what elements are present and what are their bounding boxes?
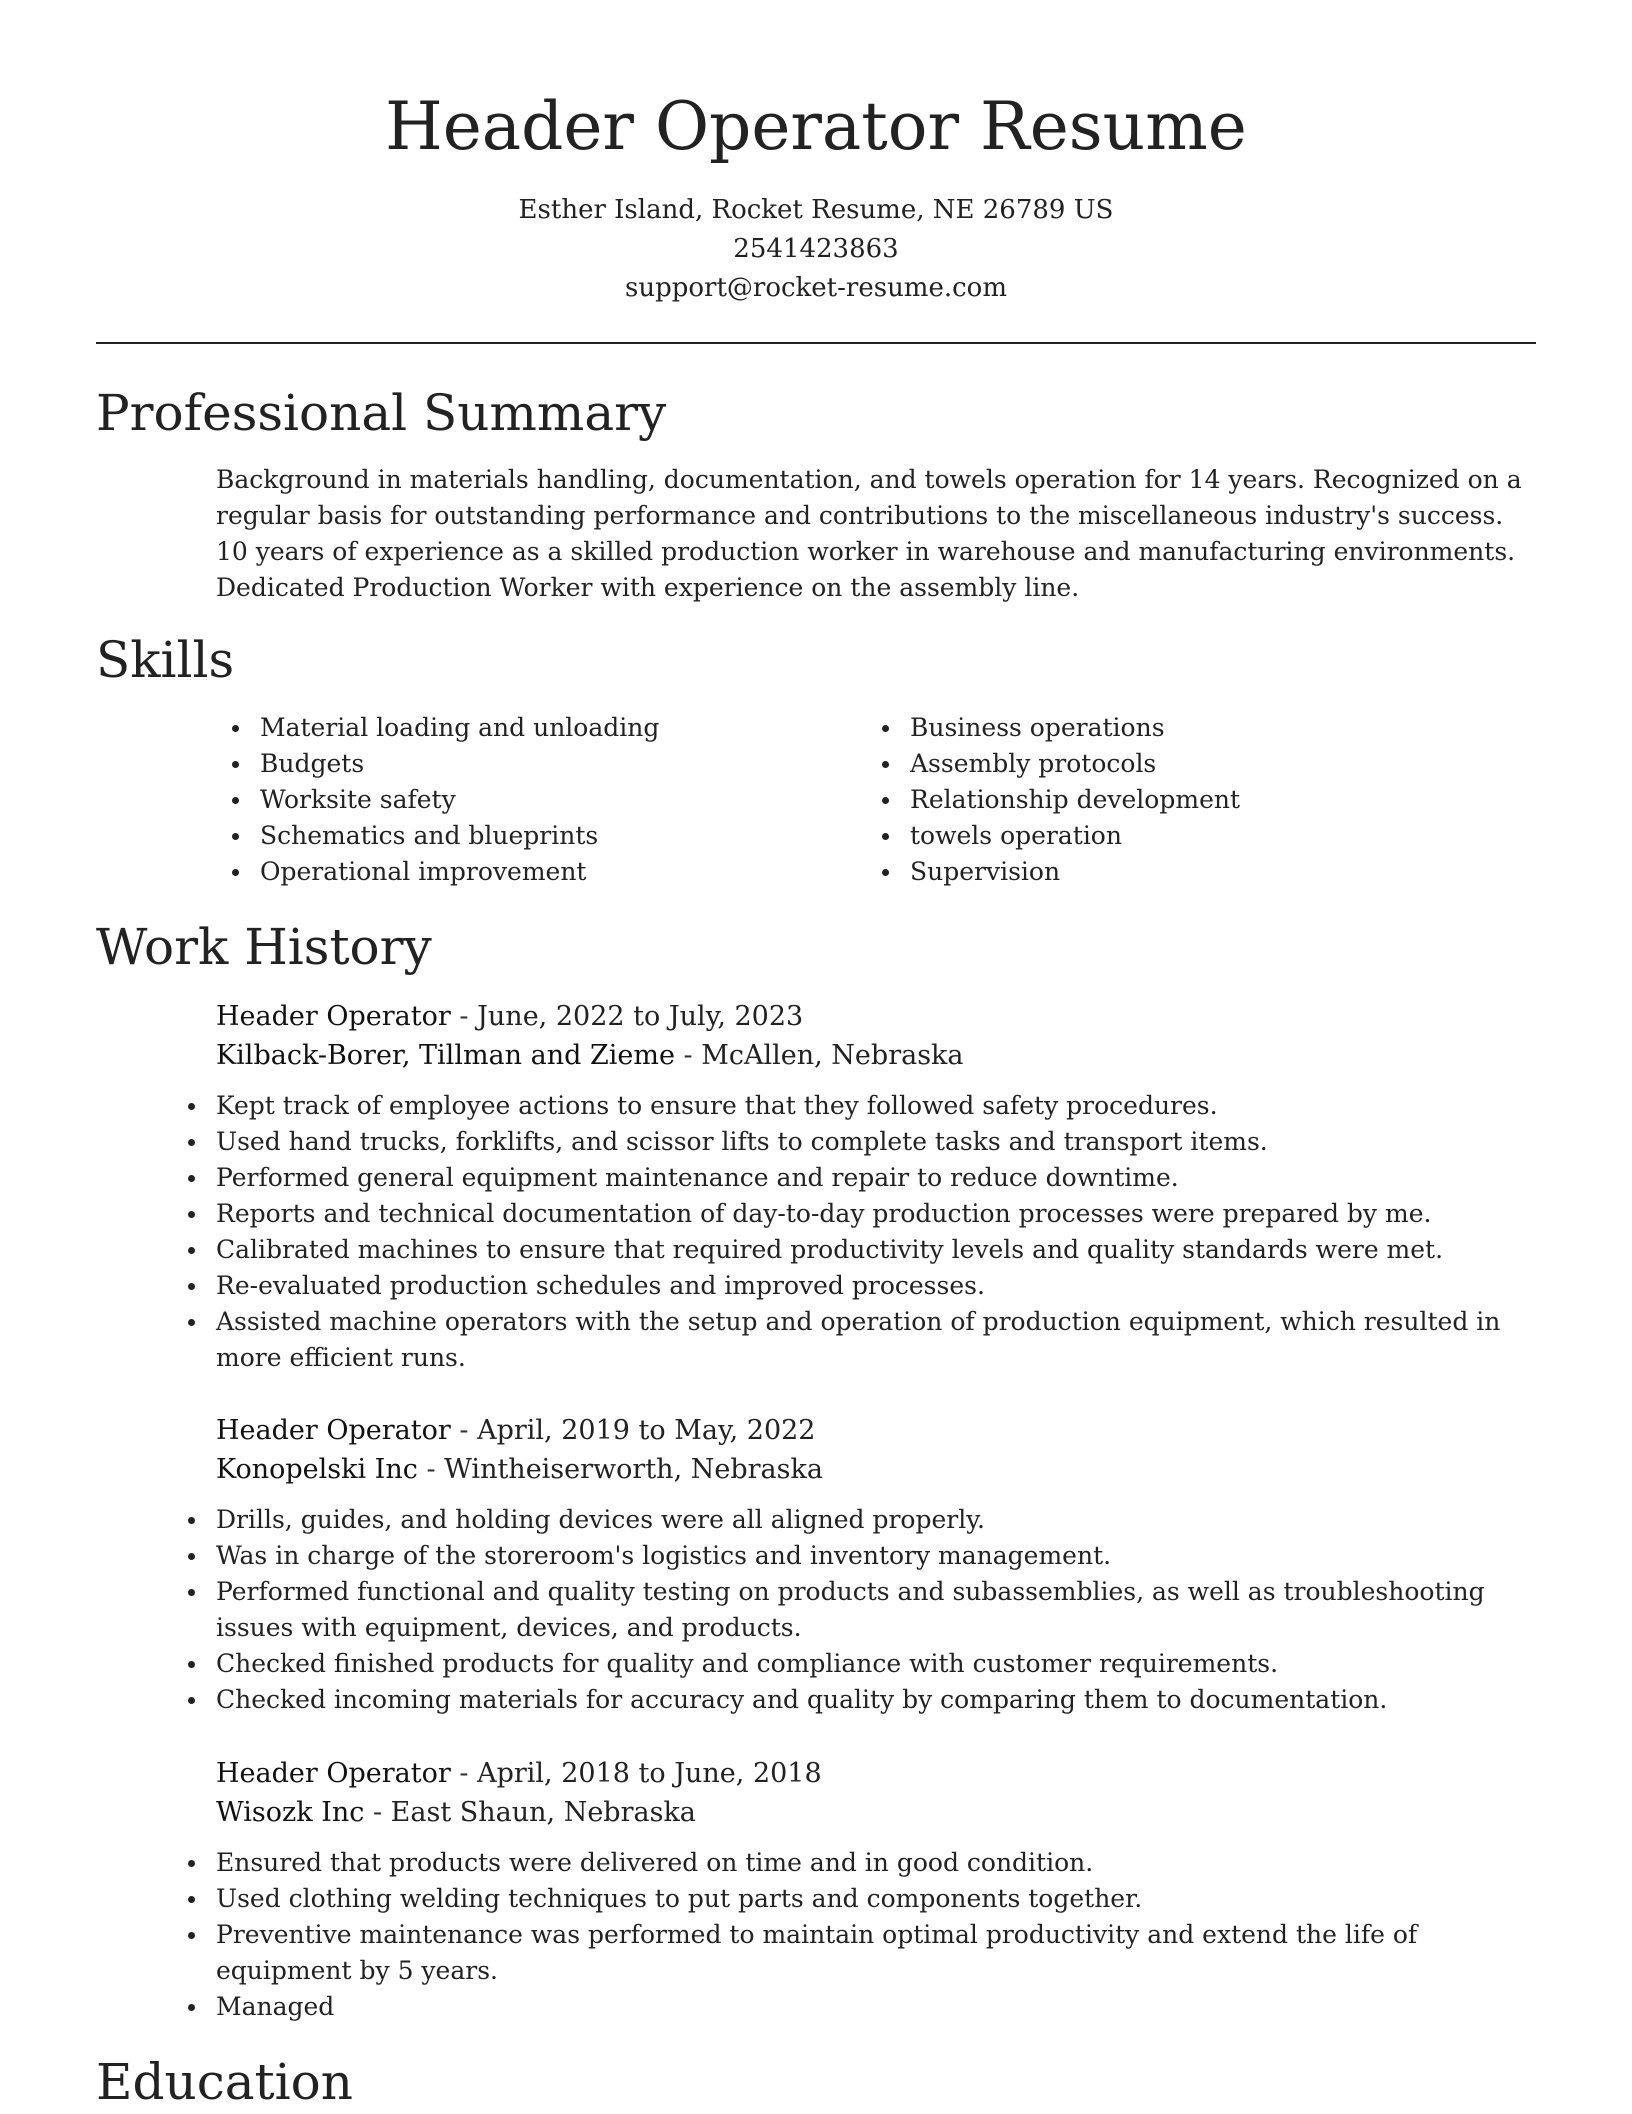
job-bullet: Drills, guides, and holding devices were all aligned properly. [172, 1502, 1541, 1538]
skill-item: Supervision [866, 854, 1506, 890]
job-location: Wintheiserworth, Nebraska [444, 1454, 823, 1485]
job-bullet: Reports and technical documentation of day-to-day production processes were prepared by me. [172, 1196, 1541, 1232]
email: support@rocket-resume.com [624, 273, 1007, 303]
job-title-line [216, 1411, 1541, 1450]
skill-item: Relationship development [866, 782, 1506, 818]
company-name: Kilback-Borer, Tillman and Zieme [216, 1040, 675, 1071]
work-history-heading: Work History [96, 918, 432, 976]
company-line [216, 1036, 1541, 1075]
job-title-line [216, 1754, 1541, 1793]
job-bullet: Preventive maintenance was performed to maintain optimal productivity and extend the life of equipment by 5 years. [172, 1917, 1541, 1989]
job-bullet: Performed functional and quality testing on products and subassemblies, as well as troubleshooting issues with equipment, devices, and products. [172, 1574, 1541, 1646]
skill-item: Schematics and blueprints [216, 818, 856, 854]
job-location: East Shaun, Nebraska [390, 1797, 696, 1828]
education-heading: Education [96, 2053, 353, 2111]
header-divider [96, 342, 1536, 344]
summary-text: Background in materials handling, documentation, and towels operation for 14 years. Recognized on a regular basis for outstanding performance and contributions to the miscellaneous industry's success. 10 years of experience as a skilled production worker in warehouse and manufacturing environments. Dedicated Production Worker with experience on the assembly line. [216, 465, 1522, 602]
job-bullets [172, 1845, 1541, 2025]
skill-item: Operational improvement [216, 854, 856, 890]
job-bullet: Performed general equipment maintenance and repair to reduce downtime. [172, 1160, 1541, 1196]
skill-item: towels operation [866, 818, 1506, 854]
separator: - [674, 1040, 702, 1071]
separator: - [450, 1415, 478, 1446]
job-bullet: Used clothing welding techniques to put parts and components together. [172, 1881, 1541, 1917]
skill-item: Business operations [866, 710, 1506, 746]
job-entry [216, 997, 1541, 1376]
job-bullets [172, 1088, 1541, 1376]
job-bullet: Was in charge of the storeroom's logistics and inventory management. [172, 1538, 1541, 1574]
separator: - [364, 1797, 391, 1828]
skill-item: Material loading and unloading [216, 710, 856, 746]
summary-heading: Professional Summary [96, 384, 667, 442]
separator: - [417, 1454, 445, 1485]
skills-heading: Skills [96, 631, 235, 689]
job-location: McAllen, Nebraska [701, 1040, 964, 1071]
job-bullet: Assisted machine operators with the setup and operation of production equipment, which resulted in more efficient runs. [172, 1304, 1541, 1376]
company-line [216, 1793, 1541, 1832]
job-title: Header Operator [216, 1001, 451, 1032]
company-line [216, 1450, 1541, 1489]
job-bullet: Managed [172, 1989, 1541, 2025]
contact-block [0, 191, 1632, 308]
job-bullet: Re-evaluated production schedules and improved processes. [172, 1268, 1541, 1304]
job-bullet: Checked finished products for quality and compliance with customer requirements. [172, 1646, 1541, 1682]
job-dates: April, 2019 to May, 2022 [477, 1415, 816, 1446]
skill-item: Worksite safety [216, 782, 856, 818]
job-title-line [216, 997, 1541, 1036]
resume-title: Header Operator Resume [385, 88, 1247, 165]
job-entry [216, 1411, 1541, 1718]
separator: - [450, 1758, 478, 1789]
skills-list-left [216, 710, 856, 890]
job-title: Header Operator [216, 1758, 451, 1789]
skills-list-right [866, 710, 1506, 890]
job-bullet: Ensured that products were delivered on time and in good condition. [172, 1845, 1541, 1881]
job-title: Header Operator [216, 1415, 451, 1446]
job-entry [216, 1754, 1541, 2025]
skill-item: Budgets [216, 746, 856, 782]
company-name: Konopelski Inc [216, 1454, 418, 1485]
job-dates: April, 2018 to June, 2018 [477, 1758, 822, 1789]
company-name: Wisozk Inc [216, 1797, 365, 1828]
separator: - [450, 1001, 478, 1032]
job-bullet: Used hand trucks, forklifts, and scissor lifts to complete tasks and transport items. [172, 1124, 1541, 1160]
address: Esther Island, Rocket Resume, NE 26789 US [518, 195, 1114, 225]
phone: 2541423863 [733, 234, 899, 264]
job-dates: June, 2022 to July, 2023 [477, 1001, 804, 1032]
skill-item: Assembly protocols [866, 746, 1506, 782]
job-bullet: Checked incoming materials for accuracy and quality by comparing them to documentation. [172, 1682, 1541, 1718]
job-bullets [172, 1502, 1541, 1718]
job-bullet: Kept track of employee actions to ensure that they followed safety procedures. [172, 1088, 1541, 1124]
job-bullet: Calibrated machines to ensure that required productivity levels and quality standards were met. [172, 1232, 1541, 1268]
